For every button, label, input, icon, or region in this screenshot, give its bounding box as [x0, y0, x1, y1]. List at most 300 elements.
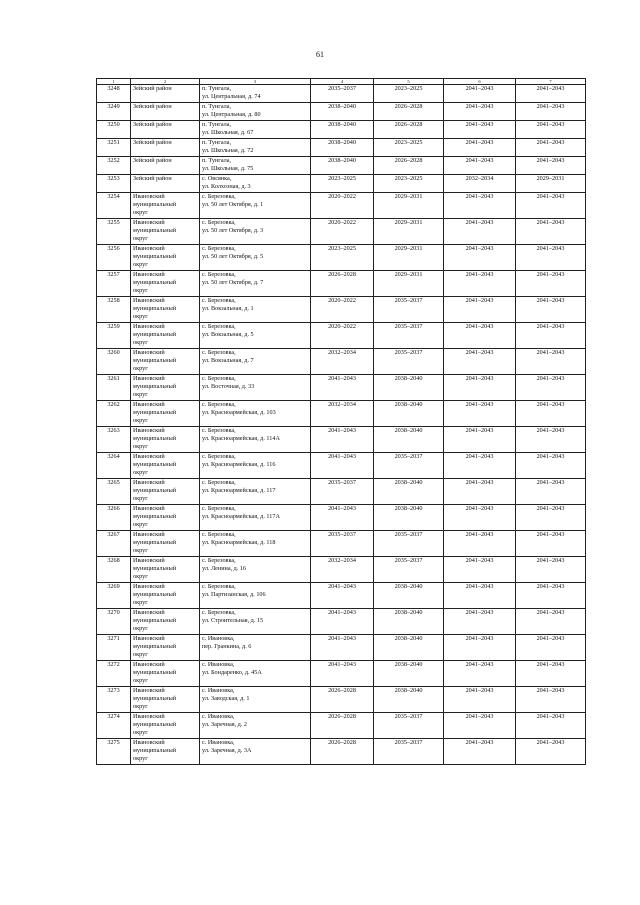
district-line: округ	[133, 755, 148, 763]
address-cell	[200, 219, 311, 245]
period-cell	[311, 121, 374, 139]
address-line: ул. Заречная, д. 2	[202, 721, 247, 729]
row-number-cell	[97, 121, 131, 139]
period-cell	[374, 505, 444, 531]
period-p5: 2029–2031	[394, 219, 423, 226]
district-line: муниципальный	[133, 591, 177, 599]
district-cell	[131, 323, 200, 349]
period-p4: 2020–2022	[328, 219, 356, 226]
address-cell	[200, 687, 311, 713]
table-row	[97, 139, 586, 157]
address-line: ул. Бондаренко, д. 45А	[202, 669, 262, 677]
address-cell	[200, 583, 311, 609]
period-cell	[516, 635, 586, 661]
period-p6: 2041–2043	[465, 139, 494, 146]
district-line: округ	[133, 651, 148, 659]
period-p4: 2041–2043	[328, 609, 356, 616]
district-line: муниципальный	[133, 695, 177, 703]
period-p5: 2038–2040	[394, 427, 423, 434]
period-cell	[374, 453, 444, 479]
period-cell	[516, 271, 586, 297]
district-line: муниципальный	[133, 461, 177, 469]
district-line: Ивановский	[133, 245, 165, 252]
period-cell	[516, 175, 586, 193]
period-cell	[444, 661, 516, 687]
district-cell	[131, 583, 200, 609]
district-line: Ивановский	[133, 531, 165, 538]
period-cell	[444, 103, 516, 121]
address-cell	[200, 739, 311, 765]
address-line: с. Березовка,	[202, 323, 236, 330]
address-line: ул. Школьная, д. 72	[202, 147, 254, 155]
period-cell	[444, 687, 516, 713]
district-line: Ивановский	[133, 609, 165, 616]
district-line: муниципальный	[133, 279, 177, 287]
row-number: 3265	[107, 479, 120, 486]
period-p6: 2041–2043	[465, 157, 494, 164]
district-line: Ивановский	[133, 505, 165, 512]
district-line: Ивановский	[133, 713, 165, 720]
period-cell	[444, 175, 516, 193]
address-line: ул. Заречная, д. 3А	[202, 747, 252, 755]
period-cell	[444, 531, 516, 557]
address-line: ул. Колхозная, д. 3	[202, 183, 251, 191]
address-line: с. Березовка,	[202, 583, 236, 590]
district-cell	[131, 635, 200, 661]
period-p4: 2038–2040	[328, 157, 356, 164]
period-cell	[444, 375, 516, 401]
period-cell	[311, 583, 374, 609]
row-number-cell	[97, 297, 131, 323]
address-line: п. Тунгала,	[202, 103, 232, 110]
table-row	[97, 245, 586, 271]
address-cell	[200, 427, 311, 453]
period-cell	[374, 245, 444, 271]
period-cell	[374, 271, 444, 297]
address-line: с. Ивановка,	[202, 687, 235, 694]
period-cell	[444, 583, 516, 609]
address-line: с. Березовка,	[202, 271, 236, 278]
period-cell	[444, 157, 516, 175]
period-cell	[516, 297, 586, 323]
address-line: ул. Красноармейская, д. 114А	[202, 435, 280, 443]
period-p5: 2029–2031	[394, 245, 423, 252]
district-line: муниципальный	[133, 227, 177, 235]
row-number: 3263	[107, 427, 120, 434]
row-number-cell	[97, 85, 131, 103]
row-number-cell	[97, 635, 131, 661]
table-row	[97, 531, 586, 557]
period-p7: 2041–2043	[536, 505, 565, 512]
period-cell	[516, 531, 586, 557]
row-number-cell	[97, 609, 131, 635]
district-cell	[131, 479, 200, 505]
district-line: Ивановский	[133, 401, 165, 408]
period-p6: 2041–2043	[465, 85, 494, 92]
address-line: ул. Красноармейская, д. 116	[202, 461, 276, 469]
period-cell	[374, 713, 444, 739]
district-line: муниципальный	[133, 253, 177, 261]
table-row	[97, 583, 586, 609]
district-line: Зейский район	[133, 157, 172, 164]
district-line: округ	[133, 521, 148, 529]
period-p4: 2035–2037	[328, 85, 356, 92]
period-p7: 2041–2043	[536, 245, 565, 252]
district-cell	[131, 103, 200, 121]
period-cell	[444, 453, 516, 479]
address-line: ул. Ленина, д. 16	[202, 565, 247, 573]
district-line: муниципальный	[133, 409, 177, 417]
period-p7: 2041–2043	[536, 219, 565, 226]
period-cell	[374, 219, 444, 245]
address-line: с. Ивановка,	[202, 713, 235, 720]
address-line: ул. Заводская, д. 1	[202, 695, 250, 703]
address-line: ул. Красноармейская, д. 118	[202, 539, 276, 547]
period-cell	[374, 157, 444, 175]
table-row	[97, 157, 586, 175]
period-p5: 2035–2037	[394, 739, 423, 746]
table-row	[97, 103, 586, 121]
period-cell	[374, 193, 444, 219]
period-p7: 2041–2043	[536, 401, 565, 408]
period-cell	[374, 609, 444, 635]
table-row	[97, 121, 586, 139]
row-number: 3275	[107, 739, 120, 746]
period-p6: 2041–2043	[465, 401, 494, 408]
address-cell	[200, 661, 311, 687]
row-number-cell	[97, 479, 131, 505]
district-line: Ивановский	[133, 739, 165, 746]
table-row	[97, 505, 586, 531]
table-row	[97, 687, 586, 713]
address-cell	[200, 609, 311, 635]
district-line: Ивановский	[133, 219, 165, 226]
row-number-cell	[97, 245, 131, 271]
period-cell	[516, 583, 586, 609]
district-line: округ	[133, 729, 148, 737]
period-cell	[311, 245, 374, 271]
address-line: с. Ивановка,	[202, 635, 235, 642]
row-number: 3251	[107, 139, 120, 146]
table-row	[97, 323, 586, 349]
row-number: 3248	[107, 85, 120, 92]
district-line: Ивановский	[133, 297, 165, 304]
district-line: округ	[133, 287, 148, 295]
period-cell	[374, 175, 444, 193]
period-cell	[311, 271, 374, 297]
district-line: Ивановский	[133, 479, 165, 486]
address-line: п. Тунгала,	[202, 121, 232, 128]
district-line: округ	[133, 261, 148, 269]
column-header: 5	[374, 79, 444, 85]
district-line: Ивановский	[133, 193, 165, 200]
period-cell	[444, 323, 516, 349]
period-p5: 2038–2040	[394, 479, 423, 486]
period-cell	[444, 609, 516, 635]
district-cell	[131, 271, 200, 297]
district-line: муниципальный	[133, 487, 177, 495]
period-p5: 2026–2028	[394, 121, 423, 128]
period-p4: 2041–2043	[328, 453, 356, 460]
row-number-cell	[97, 157, 131, 175]
address-cell	[200, 635, 311, 661]
district-line: округ	[133, 235, 148, 243]
period-cell	[374, 323, 444, 349]
address-cell	[200, 375, 311, 401]
period-p6: 2041–2043	[465, 297, 494, 304]
period-p4: 2041–2043	[328, 635, 356, 642]
period-cell	[311, 193, 374, 219]
address-line: ул. Центральная, д. 74	[202, 93, 261, 101]
period-p5: 2029–2031	[394, 193, 423, 200]
row-number-cell	[97, 713, 131, 739]
address-line: ул. Строительная, д. 15	[202, 617, 264, 625]
period-cell	[516, 85, 586, 103]
row-number-cell	[97, 219, 131, 245]
address-line: с. Березовка,	[202, 531, 236, 538]
district-line: Ивановский	[133, 323, 165, 330]
column-header: 1	[97, 79, 131, 85]
address-cell	[200, 121, 311, 139]
table-row	[97, 713, 586, 739]
table-row	[97, 193, 586, 219]
period-p5: 2023–2025	[394, 175, 423, 182]
period-cell	[516, 739, 586, 765]
row-number-cell	[97, 175, 131, 193]
period-cell	[444, 635, 516, 661]
district-line: Зейский район	[133, 103, 172, 110]
period-p4: 2026–2028	[328, 271, 356, 278]
period-cell	[311, 453, 374, 479]
period-p7: 2041–2043	[536, 121, 565, 128]
period-cell	[311, 297, 374, 323]
period-cell	[444, 713, 516, 739]
district-line: муниципальный	[133, 357, 177, 365]
row-number-cell	[97, 103, 131, 121]
address-line: ул. Школьная, д. 75	[202, 165, 254, 173]
district-line: округ	[133, 417, 148, 425]
district-line: округ	[133, 625, 148, 633]
district-line: Ивановский	[133, 271, 165, 278]
period-p7: 2041–2043	[536, 687, 565, 694]
district-line: Зейский район	[133, 121, 172, 128]
period-p7: 2041–2043	[536, 713, 565, 720]
period-p7: 2041–2043	[536, 531, 565, 538]
row-number: 3274	[107, 713, 120, 720]
period-p6: 2041–2043	[465, 103, 494, 110]
period-p6: 2041–2043	[465, 713, 494, 720]
period-p5: 2026–2028	[394, 157, 423, 164]
table-row	[97, 453, 586, 479]
period-p7: 2041–2043	[536, 349, 565, 356]
period-p7: 2041–2043	[536, 375, 565, 382]
row-number: 3258	[107, 297, 120, 304]
period-cell	[374, 401, 444, 427]
period-cell	[374, 557, 444, 583]
period-p4: 2020–2022	[328, 193, 356, 200]
district-cell	[131, 121, 200, 139]
period-cell	[311, 479, 374, 505]
address-line: ул. Вокзальная, д. 1	[202, 305, 254, 313]
address-line: ул. Школьная, д. 67	[202, 129, 254, 137]
table-row	[97, 85, 586, 103]
period-cell	[516, 219, 586, 245]
district-line: муниципальный	[133, 539, 177, 547]
period-cell	[311, 427, 374, 453]
period-cell	[311, 157, 374, 175]
address-line: ул. Красноармейская, д. 103	[202, 409, 276, 417]
row-number-cell	[97, 453, 131, 479]
period-p6: 2041–2043	[465, 219, 494, 226]
period-cell	[444, 401, 516, 427]
period-p6: 2032–2034	[465, 175, 494, 182]
period-cell	[516, 427, 586, 453]
address-line: с. Березовка,	[202, 453, 236, 460]
district-line: округ	[133, 339, 148, 347]
period-p6: 2041–2043	[465, 557, 494, 564]
address-line: ул. Вокзальная, д. 5	[202, 331, 254, 339]
period-p5: 2038–2040	[394, 635, 423, 642]
period-p5: 2038–2040	[394, 583, 423, 590]
period-p4: 2038–2040	[328, 121, 356, 128]
district-line: округ	[133, 391, 148, 399]
period-p6: 2041–2043	[465, 349, 494, 356]
row-number: 3260	[107, 349, 120, 356]
period-p5: 2038–2040	[394, 609, 423, 616]
period-cell	[444, 479, 516, 505]
period-p4: 2026–2028	[328, 739, 356, 746]
period-p6: 2041–2043	[465, 609, 494, 616]
row-number: 3264	[107, 453, 120, 460]
district-line: муниципальный	[133, 669, 177, 677]
address-cell	[200, 479, 311, 505]
row-number: 3253	[107, 175, 120, 182]
row-number: 3268	[107, 557, 120, 564]
district-cell	[131, 193, 200, 219]
address-line: п. Тунгала,	[202, 157, 232, 164]
table-row	[97, 609, 586, 635]
row-number-cell	[97, 583, 131, 609]
period-cell	[444, 139, 516, 157]
address-line: с. Березовка,	[202, 193, 236, 200]
period-cell	[374, 297, 444, 323]
period-p4: 2020–2022	[328, 323, 356, 330]
district-line: округ	[133, 313, 148, 321]
period-p4: 2026–2028	[328, 713, 356, 720]
period-cell	[311, 323, 374, 349]
row-number-cell	[97, 193, 131, 219]
row-number-cell	[97, 505, 131, 531]
period-cell	[516, 349, 586, 375]
address-cell	[200, 323, 311, 349]
period-cell	[516, 479, 586, 505]
period-p6: 2041–2043	[465, 479, 494, 486]
district-cell	[131, 427, 200, 453]
district-line: округ	[133, 469, 148, 477]
district-line: муниципальный	[133, 435, 177, 443]
row-number-cell	[97, 687, 131, 713]
district-line: муниципальный	[133, 747, 177, 755]
row-number: 3266	[107, 505, 120, 512]
district-line: округ	[133, 443, 148, 451]
column-header: 7	[516, 79, 586, 85]
period-cell	[374, 583, 444, 609]
period-p4: 2032–2034	[328, 349, 356, 356]
district-line: Ивановский	[133, 375, 165, 382]
period-p6: 2041–2043	[465, 661, 494, 668]
period-p7: 2041–2043	[536, 661, 565, 668]
period-p7: 2041–2043	[536, 609, 565, 616]
address-line: ул. Красноармейская, д. 117	[202, 487, 276, 495]
address-cell	[200, 139, 311, 157]
period-cell	[374, 375, 444, 401]
district-line: муниципальный	[133, 617, 177, 625]
district-line: Ивановский	[133, 453, 165, 460]
address-cell	[200, 85, 311, 103]
column-header: 2	[131, 79, 200, 85]
period-p7: 2041–2043	[536, 139, 565, 146]
period-p4: 2038–2040	[328, 139, 356, 146]
address-line: ул. Красноармейская, д. 117А	[202, 513, 280, 521]
period-cell	[516, 505, 586, 531]
period-p6: 2041–2043	[465, 739, 494, 746]
period-p5: 2038–2040	[394, 505, 423, 512]
table-row	[97, 427, 586, 453]
period-cell	[374, 739, 444, 765]
period-p6: 2041–2043	[465, 193, 494, 200]
period-cell	[444, 349, 516, 375]
period-cell	[311, 505, 374, 531]
district-line: Ивановский	[133, 661, 165, 668]
district-cell	[131, 557, 200, 583]
period-cell	[516, 193, 586, 219]
row-number-cell	[97, 427, 131, 453]
period-cell	[311, 349, 374, 375]
address-cell	[200, 193, 311, 219]
period-p5: 2023–2025	[394, 85, 423, 92]
row-number: 3267	[107, 531, 120, 538]
page-number: 61	[316, 50, 324, 59]
period-p6: 2041–2043	[465, 505, 494, 512]
table-row	[97, 557, 586, 583]
period-cell	[374, 687, 444, 713]
period-cell	[516, 609, 586, 635]
period-cell	[516, 557, 586, 583]
address-line: ул. 50 лет Октября, д. 7	[202, 279, 264, 287]
district-line: Ивановский	[133, 687, 165, 694]
row-number-cell	[97, 661, 131, 687]
period-cell	[374, 349, 444, 375]
row-number-cell	[97, 323, 131, 349]
row-number: 3257	[107, 271, 120, 278]
period-p4: 2032–2034	[328, 557, 356, 564]
address-line: ул. 50 лет Октября, д. 1	[202, 201, 264, 209]
column-header: 3	[200, 79, 311, 85]
table-row	[97, 479, 586, 505]
address-cell	[200, 401, 311, 427]
period-cell	[516, 661, 586, 687]
district-cell	[131, 245, 200, 271]
column-header: 4	[311, 79, 374, 85]
period-p5: 2035–2037	[394, 323, 423, 330]
table-row	[97, 635, 586, 661]
period-p5: 2026–2028	[394, 103, 423, 110]
address-cell	[200, 245, 311, 271]
period-cell	[444, 121, 516, 139]
period-cell	[374, 85, 444, 103]
row-number-cell	[97, 271, 131, 297]
row-number: 3256	[107, 245, 120, 252]
